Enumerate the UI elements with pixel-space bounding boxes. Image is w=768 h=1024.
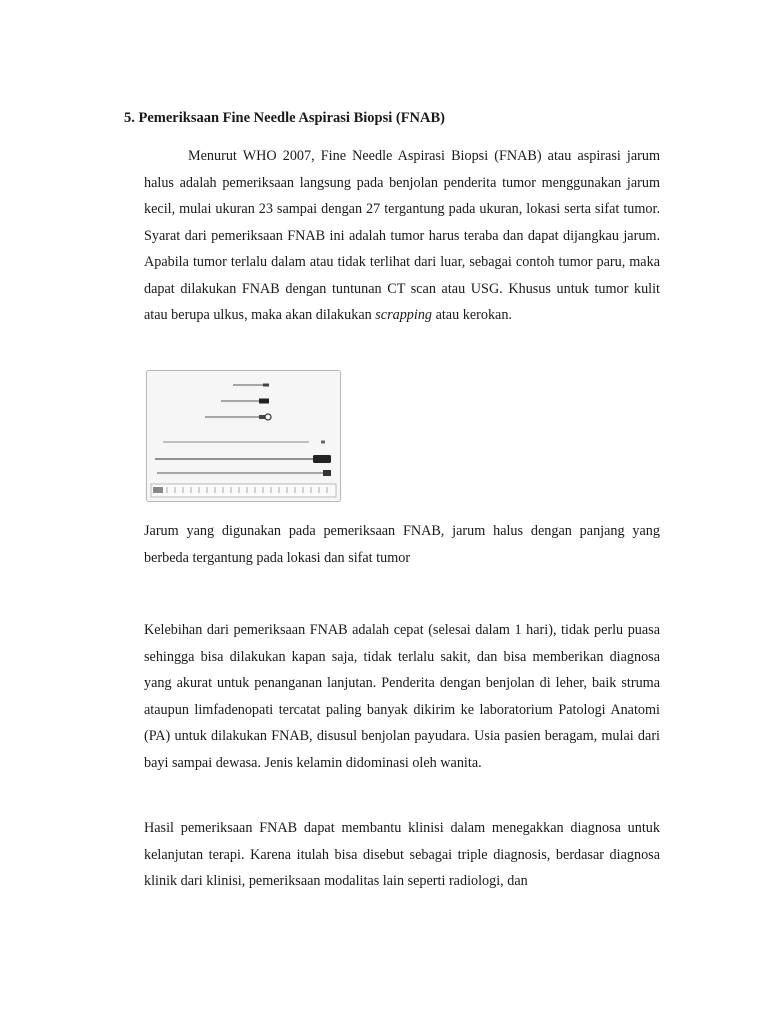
needle-hub [263, 384, 269, 387]
ruler-label-block [153, 487, 163, 493]
italic-term: scrapping [375, 307, 433, 323]
section-heading: 5. Pemeriksaan Fine Needle Aspirasi Biopsi (FNAB) [124, 110, 446, 126]
needle-hub [259, 399, 269, 404]
needle-hub [323, 470, 331, 476]
needle-hub [313, 455, 331, 463]
paragraph-fnab-definition [144, 143, 660, 329]
needle-hub [259, 415, 265, 419]
figure-caption: Jarum yang digunakan pada pemeriksaan FNAB, jarum halus dengan panjang yang berbeda tergantung pada lokasi dan sifat tumor [144, 523, 660, 566]
needles-illustration [147, 371, 340, 501]
ruler [151, 484, 336, 497]
paragraph-text-end: atau kerokan. [432, 307, 512, 323]
fnab-needles-image [146, 370, 341, 502]
paragraph-fnab-advantages: Kelebihan dari pemeriksaan FNAB adalah cepat (selesai dalam 1 hari), tidak perlu puasa sehingga bisa dilakukan kapan saja, tidak terlalu sakit, dan bisa memberikan diagnosa yang akurat untuk penanganan lanjutan. Penderita dengan benjolan di leher, baik struma ataupun limfadenopati tercatat paling banyak dikirim ke laboratorium Patologi Anatomi (PA) untuk dilakukan FNAB, disusul benjolan payudara. Usia pasien beragam, mulai dari bayi sampai dewasa. Jenis kelamin didominasi oleh wanita. [144, 622, 660, 771]
needle-ring [265, 414, 271, 420]
needle-hub [321, 441, 325, 444]
ruler-ticks [167, 487, 327, 493]
paragraph-text: Menurut WHO 2007, Fine Needle Aspirasi Biopsi (FNAB) atau aspirasi jarum halus adalah pemeriksaan langsung pada benjolan penderita tumor menggunakan jarum kecil, mulai ukuran 23 sampai dengan 27 tergantung pada ukuran, lokasi serta sifat tumor. Syarat dari pemeriksaan FNAB ini adalah tumor harus teraba dan dapat dijangkau jarum. Apabila tumor terlalu dalam atau tidak terlihat dari luar, sebagai contoh tumor paru, maka dapat dilakukan FNAB dengan tuntunan CT scan atau USG. Khusus untuk tumor kulit atau berupa ulkus, maka akan dilakukan [144, 148, 660, 323]
paragraph-fnab-results: Hasil pemeriksaan FNAB dapat membantu klinisi dalam menegakkan diagnosa untuk kelanjutan terapi. Karena itulah bisa disebut sebagai triple diagnosis, berdasar diagnosa klinik dari klinisi, pemeriksaan modalitas lain seperti radiologi, dan [144, 820, 660, 889]
